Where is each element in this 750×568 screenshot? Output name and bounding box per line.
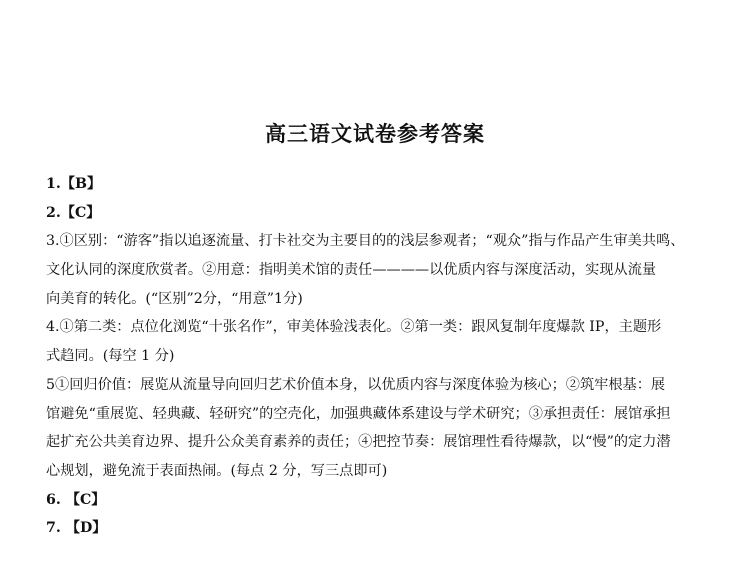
answer-3 — [46, 227, 706, 313]
answer-1 — [46, 170, 706, 199]
page-title: 高三语文试卷参考答案 — [265, 122, 485, 146]
answer-line: 7. 【D】 — [46, 520, 107, 537]
answer-7 — [46, 514, 706, 543]
answer-4 — [46, 313, 706, 370]
answer-6 — [46, 486, 706, 515]
answer-list — [46, 170, 706, 543]
answer-line: 1.【B】 — [46, 176, 102, 192]
answer-line: 馆避免“重展览、轻典藏、轻研究”的空壳化，加强典藏体系建设与学术研究；③承担责任：展馆承担 — [46, 405, 671, 422]
answer-2 — [46, 199, 706, 228]
answer-line: 式趋同。(每空 1 分) — [46, 348, 175, 365]
answer-line: 4.①第二类：点位化浏览“十张名作”，审美体验浅表化。②第一类：跟风复制年度爆款 IP，主题形 — [46, 319, 662, 336]
answer-line: 5①回归价值：展览从流量导向回归艺术价值本身，以优质内容与深度体验为核心；②筑牢根基：展 — [46, 376, 666, 393]
answer-5 — [46, 371, 706, 486]
answer-line: 文化认同的深度欣赏者。②用意：指明美术馆的责任————以优质内容与深度活动，实现从流量 — [46, 262, 657, 279]
answer-line: 向美育的转化。(“区别”2分，“用意”1分) — [46, 290, 303, 307]
answer-line: 6. 【C】 — [46, 491, 106, 508]
answer-line: 2.【C】 — [46, 204, 101, 221]
answer-line: 3.①区别：“游客”指以追逐流量、打卡社交为主要目的的浅层参观者；“观众”指与作品产生审美共鸣、 — [46, 233, 685, 250]
answer-line: 起扩充公共美育边界、提升公众美育素养的责任；④把控节奏：展馆理性看待爆款，以“慢”的定力潜 — [46, 434, 671, 451]
answer-line: 心规划，避免流于表面热闹。(每点 2 分，写三点即可) — [46, 462, 388, 479]
